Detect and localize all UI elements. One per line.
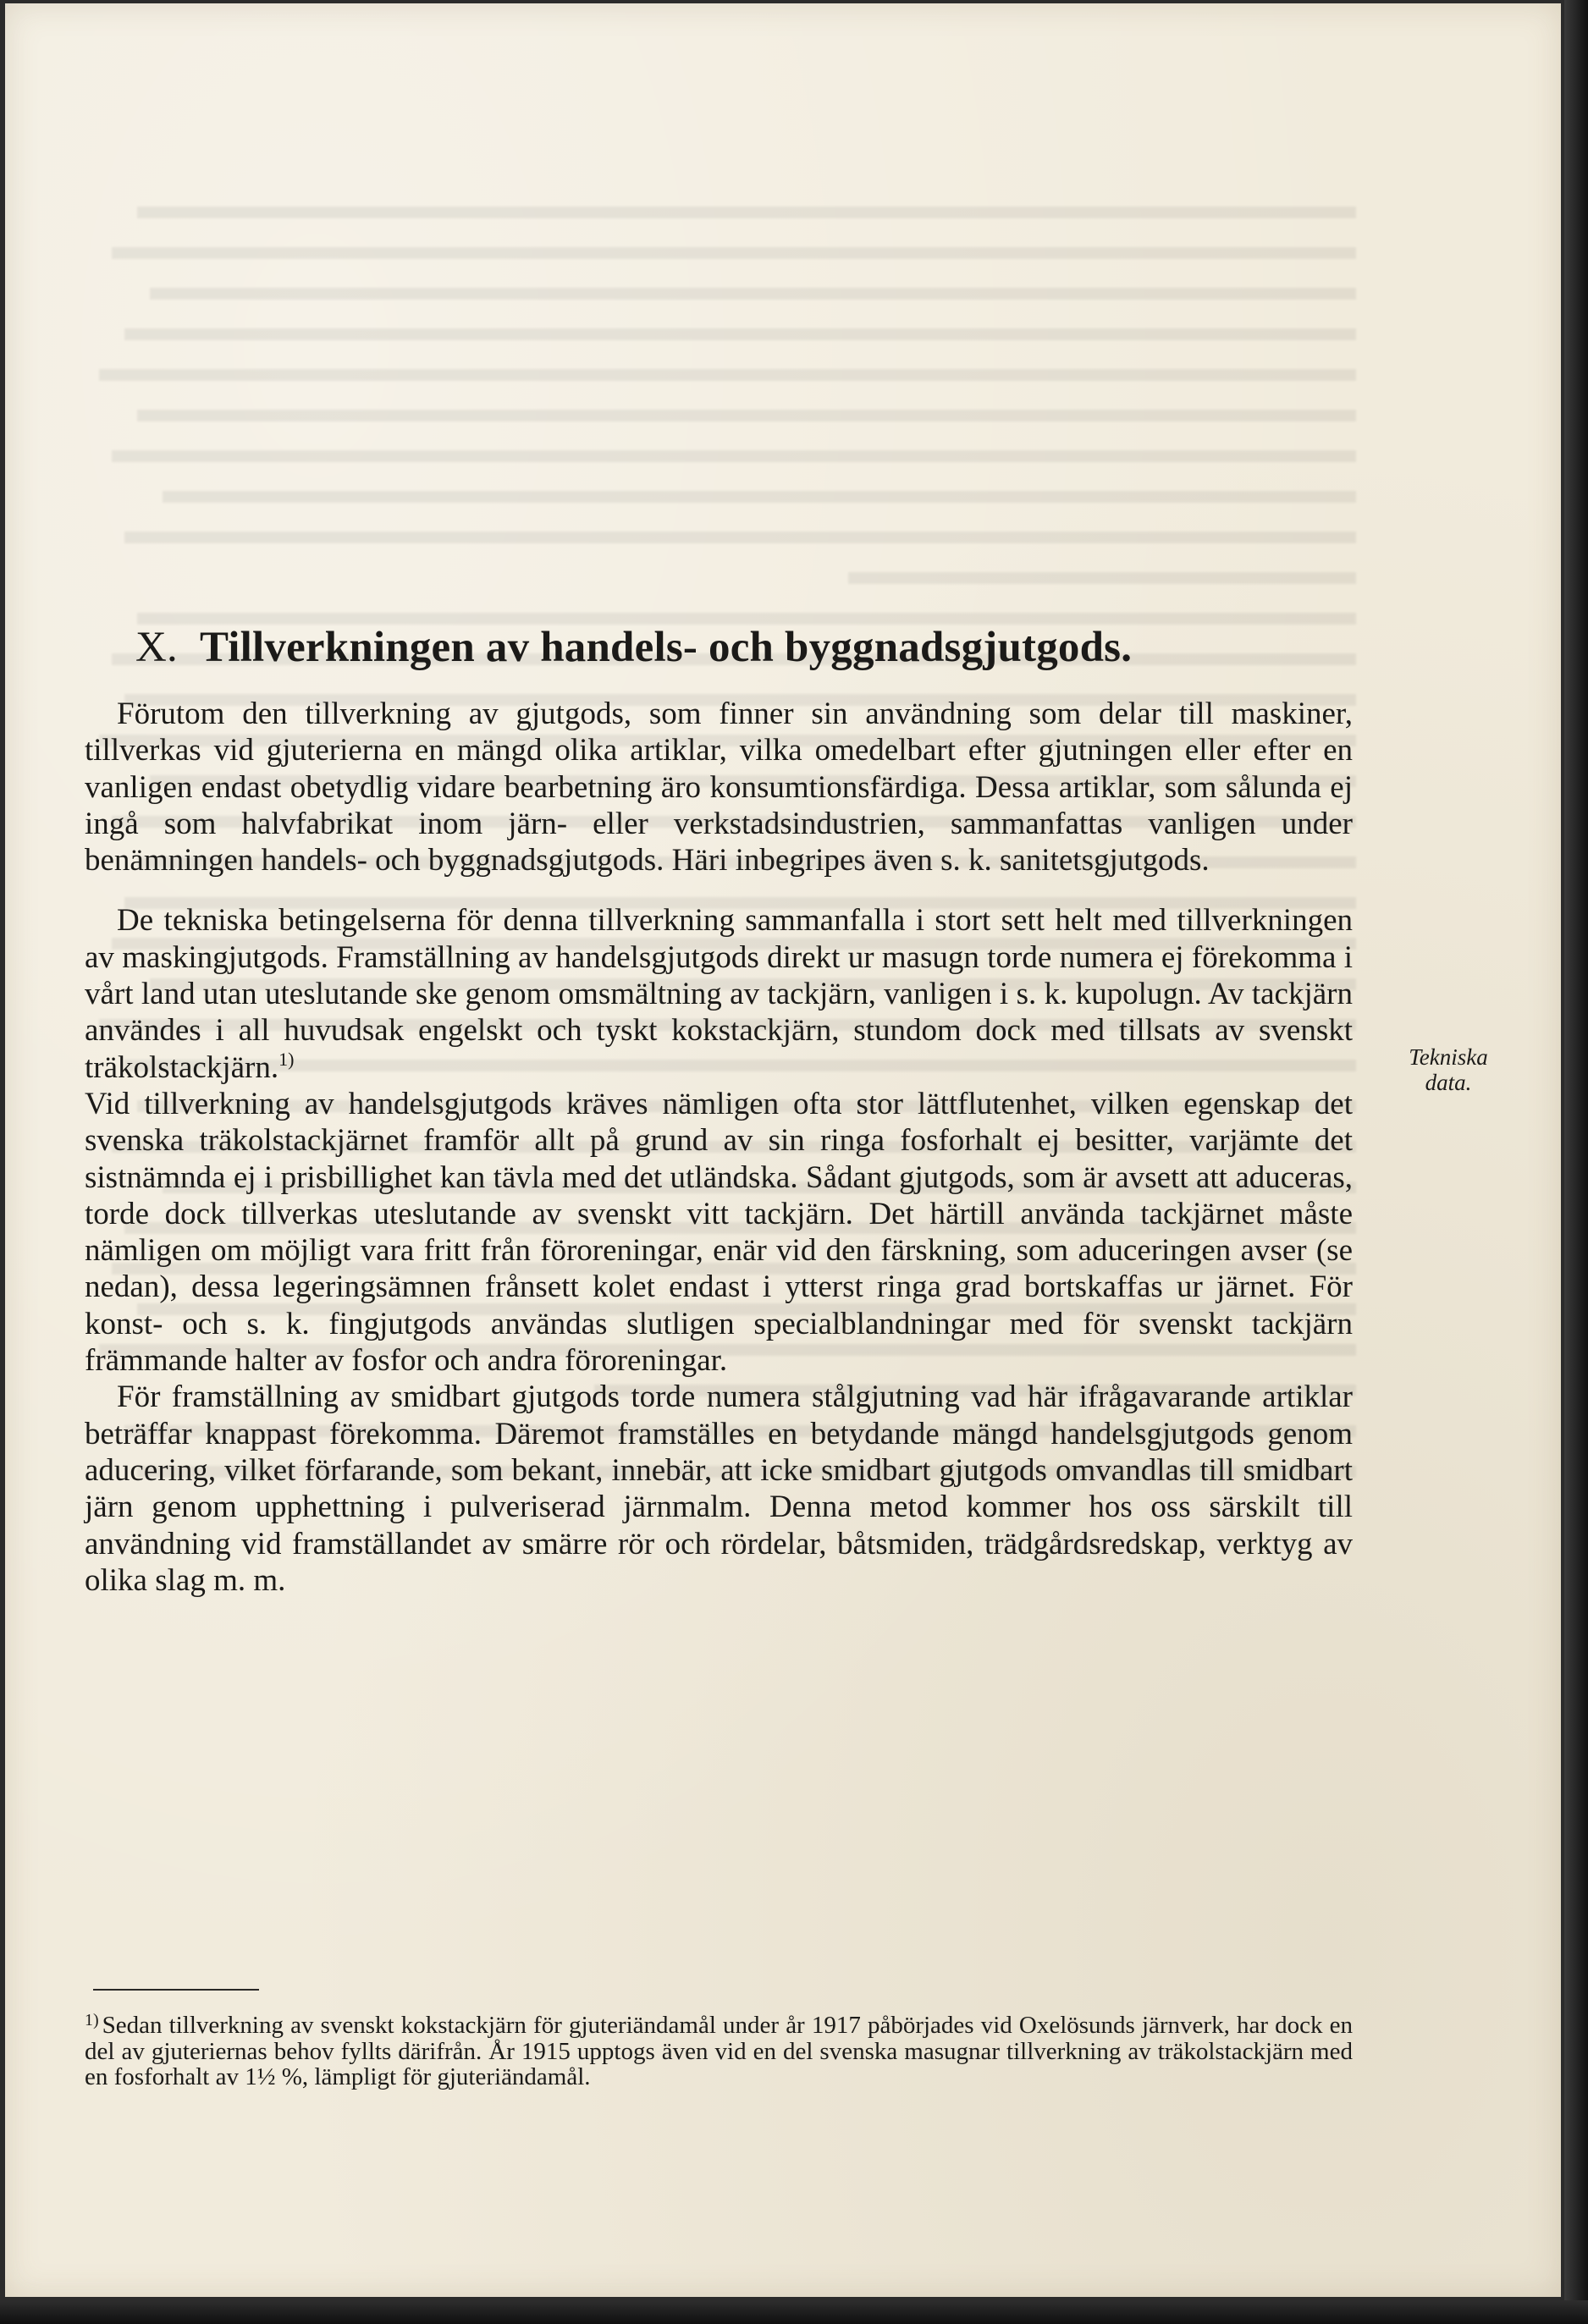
margin-note: [1381, 1044, 1516, 1095]
footnote-reference: 1): [278, 1048, 295, 1070]
chapter-title: Tillverkningen av handels- och byggnadsgjutgods.: [199, 624, 1133, 671]
scanner-edge-bottom: [0, 2300, 1588, 2324]
margin-note-line-1: Tekniska: [1409, 1044, 1488, 1070]
paragraph-2-body: Framställning av handelsgjutgods direkt ur masugn torde numera ej förekomma i vårt land utan uteslutande ske genom omsmältning av tackjärn, vanligen i s. k. kupolugn. Av tackjärn användes i all huvudsak engelskt och tyskt kokstackjärn, stundom dock med tillsats av svenskt träkolstackjärn.: [85, 939, 1354, 1085]
footnote-mark: 1): [85, 2011, 99, 2029]
paragraph-2-continuation: Vid tillverkning av handelsgjutgods kräves nämligen ofta stor lättflutenhet, vilken egenskap det svenska träkolstackjärnet framför allt på grund av sin ringa fosforhalt ej besitter, varjämte det sistnämnda ej i prisbillighet kan tävla med det utländska. Sådant gjutgods, som är avsett att aduceras, torde dock tillverkas uteslutande av svenskt vitt tackjärn. Det härtill använda tackjärnet måste nämligen om möjligt vara fritt från föroreningar, enär vid den färskning, som aduceringen avser (se nedan), dessa legeringsämnen frånsett kolet endast i ytterst ringa grad bortskaffas ur järnet. För konst- och s. k. fingjutgods användas slutligen specialblandningar med för svenskt tackjärn främmande halter av fosfor och andra föroreningar.: [85, 1086, 1353, 1379]
footnote: [85, 2007, 1353, 2090]
scanner-edge-right: [1564, 0, 1588, 2324]
paragraph-2: [85, 902, 1353, 1379]
book-page: [5, 3, 1561, 2297]
chapter-heading: [135, 621, 1353, 674]
bleed-through-margin-note: [1393, 196, 1529, 222]
footnote-text: Sedan tillverkning av svenskt kokstackjärn för gjuteriändamål under år 1917 påbörjades vid Oxelösunds järnverk, har dock en del av gjuteriernas behov fyllts därifrån. År 1915 upptogs även vid en del svenska masugnar tillverkning av träkolstackjärn med en fosforhalt av 1½ %, lämpligt för gjuteriändamål.: [85, 2012, 1353, 2090]
footnote-divider: [93, 1989, 259, 1991]
chapter-number: X.: [135, 624, 178, 671]
paragraph-1: Förutom den tillverkning av gjutgods, som finner sin användning som delar till maskiner, tillverkas vid gjuterierna en mängd olika artiklar, vilka omedelbart efter gjutningen eller efter en vanligen endast obetydlig vidare bearbetning äro konsumtionsfärdiga. Dessa artiklar, som sålunda ej ingå som halvfabrikat inom järn- eller verkstadsindustrien, sammanfattas vanligen under benämningen handels- och byggnadsgjutgods. Häri inbegripes även s. k. sanitetsgjutgods.: [85, 697, 1353, 878]
paragraph-3: För framställning av smidbart gjutgods torde numera stålgjutning vad här ifrågavarande artiklar beträffar knappast förekomma. Däremot framställes en betydande mängd handelsgjutgods genom aducering, vilket förfarande, som bekant, innebär, att icke smidbart gjutgods omvandlas till smidbart järn genom upphettning i pulveriserad järnmalm. Denna metod kommer hos oss särskilt till användning vid framställandet av smärre rör och rördelar, båtsmiden, trädgårdsredskap, verktyg av olika slag m. m.: [85, 1380, 1353, 1598]
margin-note-line-2: data.: [1425, 1070, 1472, 1095]
paragraph-2-lead: De tekniska betingelserna för denna tillverkning sammanfalla i stort sett helt med tillverkningen av maskingjutgods.: [85, 903, 1353, 975]
page-body: [85, 621, 1353, 1599]
